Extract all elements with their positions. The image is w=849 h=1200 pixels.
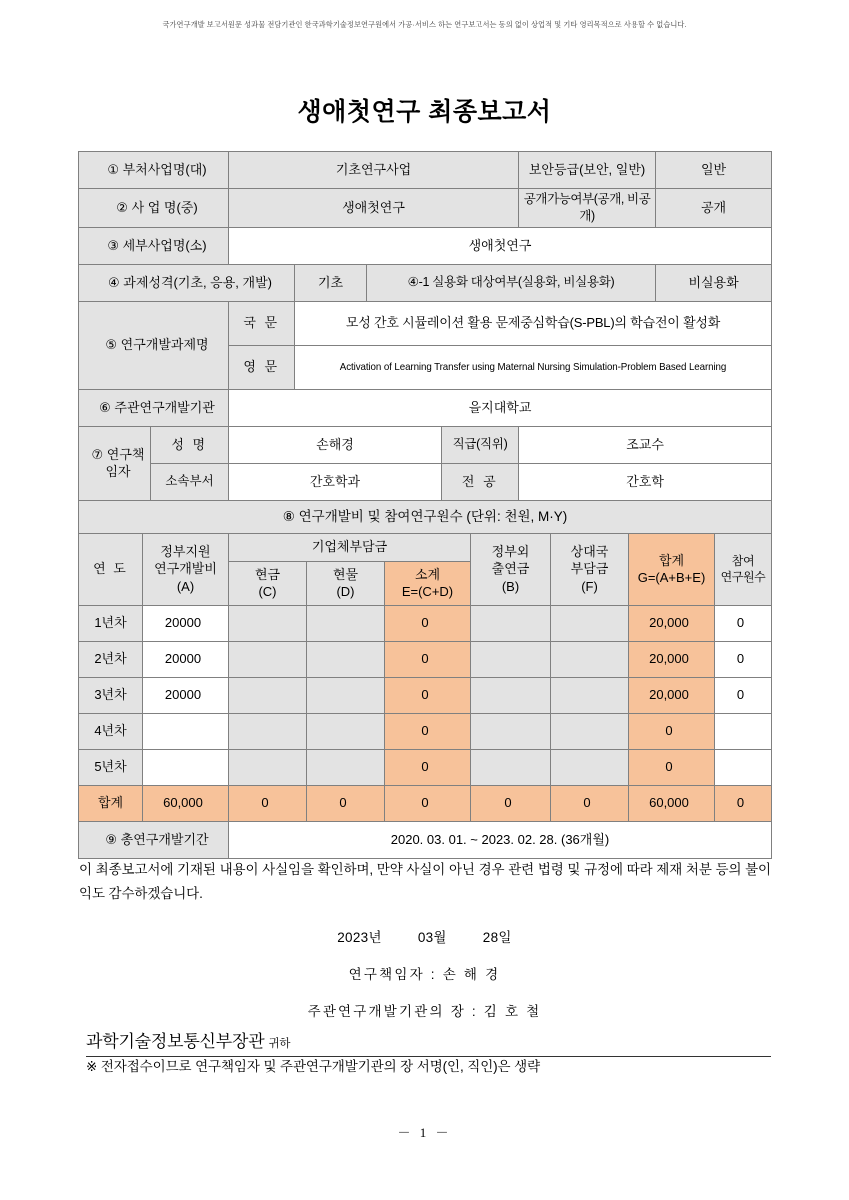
row7-rank-label: 직급(직위) xyxy=(442,426,519,463)
bh-total-l1: 합계 xyxy=(658,552,685,568)
budget-cell-cash xyxy=(229,605,307,641)
budget-cell-gov-fund: 20000 xyxy=(143,677,229,713)
bh-nongov xyxy=(471,533,551,605)
budget-cell-gov-fund xyxy=(143,749,229,785)
row7-label: ⑦ 연구책임자 xyxy=(79,426,151,500)
bh-year: 연 도 xyxy=(79,533,143,605)
budget-cell-total: 20,000 xyxy=(629,677,715,713)
bh-cash-l2: (C) xyxy=(258,584,277,600)
bh-inkind-l1: 현물 xyxy=(332,566,359,582)
bh-cash-l1: 현금 xyxy=(254,566,281,582)
bh-inkind-l2: (D) xyxy=(336,584,355,600)
budget-cell-foreign xyxy=(551,713,629,749)
table-row xyxy=(79,500,772,533)
budget-cell-nongov: 0 xyxy=(471,785,551,821)
budget-cell-foreign xyxy=(551,677,629,713)
budget-cell-foreign: 0 xyxy=(551,785,629,821)
table-row xyxy=(79,389,772,426)
budget-cell-total: 0 xyxy=(629,749,715,785)
row3-label: ③ 세부사업명(소) xyxy=(79,227,229,264)
bh-total-l2: G=(A+B+E) xyxy=(637,570,706,586)
bh-gov-fund-l1: 정부지원 xyxy=(160,543,211,559)
signature-year: 2023년 xyxy=(337,930,382,945)
row5-en-label: 영 문 xyxy=(229,345,295,389)
table-row xyxy=(79,463,772,500)
budget-cell-total: 20,000 xyxy=(629,605,715,641)
bh-nongov-l3: (B) xyxy=(501,579,520,595)
budget-cell-nongov xyxy=(471,605,551,641)
report-summary-table xyxy=(78,151,771,859)
budget-cell-staff xyxy=(715,749,772,785)
budget-cell-in-kind xyxy=(307,641,385,677)
row2-open-label: 공개가능여부(공개, 비공개) xyxy=(519,189,656,228)
budget-cell-cash xyxy=(229,713,307,749)
row1-security-value: 일반 xyxy=(656,152,772,189)
budget-cell-cash xyxy=(229,677,307,713)
bh-staff xyxy=(715,533,772,605)
bh-foreign-l3: (F) xyxy=(581,579,598,595)
row9-label: ⑨ 총연구개발기간 xyxy=(79,821,229,858)
bh-foreign xyxy=(551,533,629,605)
budget-cell-nongov xyxy=(471,677,551,713)
budget-cell-total: 20,000 xyxy=(629,641,715,677)
row5-label: ⑤ 연구개발과제명 xyxy=(79,301,229,389)
copyright-notice: 국가연구개발 보고서원문 성과물 전담기관인 한국과학기술정보연구원에서 가공·서비스 하는 연구보고서는 동의 없이 상업적 및 기타 영리목적으로 사용할 수 없습니다. xyxy=(162,20,687,29)
bh-gov-fund xyxy=(143,533,229,605)
row7-major-label: 전 공 xyxy=(442,463,519,500)
budget-cell-gov-fund: 60,000 xyxy=(143,785,229,821)
budget-cell-subtotal: 0 xyxy=(385,641,471,677)
bh-foreign-l1: 상대국 xyxy=(570,543,609,559)
bh-staff-l1: 참여 xyxy=(731,554,755,569)
row1-label: ① 부처사업명(대) xyxy=(79,152,229,189)
budget-row xyxy=(79,641,772,677)
electronic-submission-note: ※ 전자접수이므로 연구책임자 및 주관연구개발기관의 장 서명(인, 직인)은 생략 xyxy=(86,1059,541,1074)
bh-company-group: 기업체부담금 xyxy=(229,533,471,561)
budget-cell-subtotal: 0 xyxy=(385,749,471,785)
row4-label: ④ 과제성격(기초, 응용, 개발) xyxy=(79,264,295,301)
budget-cell-foreign xyxy=(551,641,629,677)
table-row xyxy=(79,264,772,301)
budget-cell-subtotal: 0 xyxy=(385,713,471,749)
signature-date xyxy=(0,926,849,946)
row5-ko-value: 모성 간호 시뮬레이션 활용 문제중심학습(S-PBL)의 학습전이 활성화 xyxy=(295,301,772,345)
bh-cash xyxy=(229,561,307,605)
row4-practical-label: ④-1 실용화 대상여부(실용화, 비실용화) xyxy=(367,264,656,301)
budget-cell-foreign xyxy=(551,749,629,785)
signature-organization-head: 주관연구개발기관의 장 : 김 호 철 xyxy=(307,1004,542,1019)
budget-cell-gov-fund xyxy=(143,713,229,749)
budget-cell-staff: 0 xyxy=(715,641,772,677)
row7-name-value: 손해경 xyxy=(229,426,442,463)
budget-cell-staff: 0 xyxy=(715,677,772,713)
budget-row xyxy=(79,713,772,749)
budget-cell-subtotal: 0 xyxy=(385,605,471,641)
budget-row xyxy=(79,749,772,785)
budget-cell-year: 2년차 xyxy=(79,641,143,677)
budget-caption: ⑧ 연구개발비 및 참여연구원수 (단위: 천원, M·Y) xyxy=(79,500,772,533)
row6-value: 을지대학교 xyxy=(229,389,772,426)
bh-foreign-l2: 부담금 xyxy=(570,561,609,577)
budget-cell-total: 0 xyxy=(629,713,715,749)
budget-cell-year: 5년차 xyxy=(79,749,143,785)
budget-cell-staff: 0 xyxy=(715,605,772,641)
budget-cell-year: 1년차 xyxy=(79,605,143,641)
signature-day: 28일 xyxy=(482,930,512,945)
table-row xyxy=(79,426,772,463)
bh-total xyxy=(629,533,715,605)
budget-cell-staff xyxy=(715,713,772,749)
row7-dept-label: 소속부서 xyxy=(151,463,229,500)
budget-header-row-1 xyxy=(79,533,772,561)
budget-cell-year: 3년차 xyxy=(79,677,143,713)
minister-name: 과학기술정보통신부장관 xyxy=(86,1032,265,1051)
confirmation-statement: 이 최종보고서에 기재된 내용이 사실임을 확인하며, 만약 사실이 아닌 경우 관련 법령 및 규정에 따라 제재 처분 등의 불이익도 감수하겠습니다. xyxy=(79,862,771,901)
budget-cell-in-kind xyxy=(307,749,385,785)
bh-gov-fund-l2: 연구개발비 xyxy=(154,561,217,577)
minister-addressee xyxy=(86,1027,771,1057)
row5-en-value-cell xyxy=(295,345,772,389)
budget-cell-nongov xyxy=(471,749,551,785)
row2-value: 생애첫연구 xyxy=(229,189,519,228)
budget-cell-in-kind xyxy=(307,713,385,749)
row4-value: 기초 xyxy=(295,264,367,301)
table-row xyxy=(79,301,772,345)
row7-name-label: 성 명 xyxy=(151,426,229,463)
bh-gov-fund-l3: (A) xyxy=(176,579,195,595)
budget-cell-year: 4년차 xyxy=(79,713,143,749)
row5-en-value: Activation of Learning Transfer using Maternal Nursing Simulation-Problem Based Learning xyxy=(339,361,727,374)
budget-cell-foreign xyxy=(551,605,629,641)
bh-inkind xyxy=(307,561,385,605)
row4-practical-value: 비실용화 xyxy=(656,264,772,301)
signature-month: 03월 xyxy=(417,930,447,945)
row2-label: ② 사 업 명(중) xyxy=(79,189,229,228)
row7-rank-value: 조교수 xyxy=(519,426,772,463)
budget-cell-nongov xyxy=(471,641,551,677)
signature-pi: 연구책임자 : 손 해 경 xyxy=(348,967,501,982)
budget-cell-nongov xyxy=(471,713,551,749)
page-title: 생애첫연구 최종보고서 xyxy=(297,98,552,126)
budget-cell-year: 합계 xyxy=(79,785,143,821)
table-row xyxy=(79,227,772,264)
budget-cell-in-kind xyxy=(307,605,385,641)
row5-ko-label: 국 문 xyxy=(229,301,295,345)
table-row xyxy=(79,189,772,228)
budget-cell-subtotal: 0 xyxy=(385,785,471,821)
bh-nongov-l2: 출연금 xyxy=(491,561,530,577)
table-row xyxy=(79,821,772,858)
budget-cell-in-kind xyxy=(307,677,385,713)
budget-cell-staff: 0 xyxy=(715,785,772,821)
budget-row xyxy=(79,605,772,641)
period-table xyxy=(78,821,772,859)
budget-table xyxy=(78,533,772,822)
row1-security-label: 보안등급(보안, 일반) xyxy=(519,152,656,189)
row7-dept-value: 간호학과 xyxy=(229,463,442,500)
bh-subtotal-l1: 소계 xyxy=(414,566,441,582)
row9-value: 2020. 03. 01. ~ 2023. 02. 28. (36개월) xyxy=(229,821,772,858)
budget-cell-cash: 0 xyxy=(229,785,307,821)
row7-major-value: 간호학 xyxy=(519,463,772,500)
minister-suffix: 귀하 xyxy=(268,1038,291,1050)
budget-cell-cash xyxy=(229,749,307,785)
bh-staff-l2: 연구원수 xyxy=(720,570,766,585)
budget-row xyxy=(79,677,772,713)
budget-cell-subtotal: 0 xyxy=(385,677,471,713)
budget-cell-gov-fund: 20000 xyxy=(143,605,229,641)
page-number: － 1 － xyxy=(397,1125,452,1140)
budget-total-row xyxy=(79,785,772,821)
bh-subtotal xyxy=(385,561,471,605)
budget-cell-cash xyxy=(229,641,307,677)
row1-value: 기초연구사업 xyxy=(229,152,519,189)
row3-value: 생애첫연구 xyxy=(229,227,772,264)
budget-cell-gov-fund: 20000 xyxy=(143,641,229,677)
row6-label: ⑥ 주관연구개발기관 xyxy=(79,389,229,426)
table-row xyxy=(79,152,772,189)
bh-nongov-l1: 정부외 xyxy=(491,543,530,559)
bh-subtotal-l2: E=(C+D) xyxy=(401,584,454,600)
budget-cell-total: 60,000 xyxy=(629,785,715,821)
budget-body xyxy=(79,605,772,821)
row2-open-value: 공개 xyxy=(656,189,772,228)
budget-cell-in-kind: 0 xyxy=(307,785,385,821)
